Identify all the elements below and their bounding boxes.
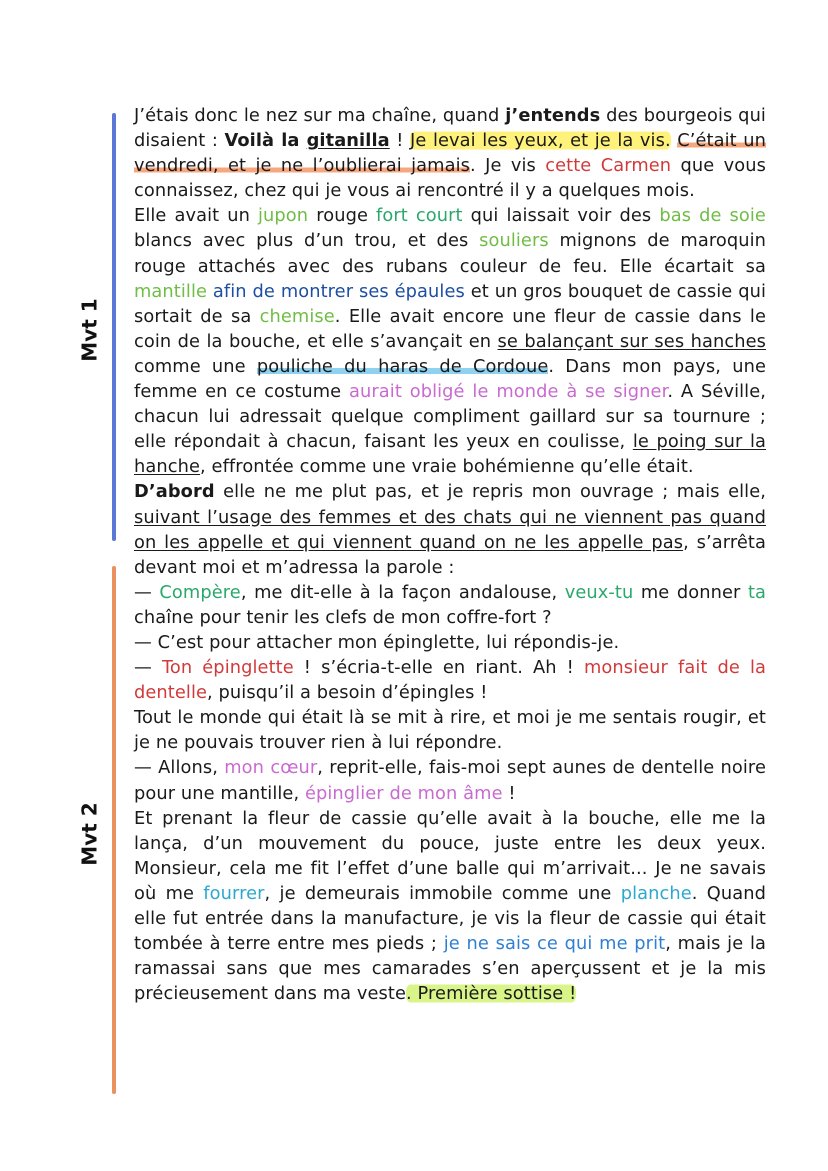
- text-span: , mais je la ramassai sans que mes camarades s’en aperçussent et je la mis précieusement dans ma veste: [134, 933, 766, 1005]
- green-span: ta: [747, 581, 767, 603]
- text-span: que vous connaissez, chez qui je vous ai rencontré il y a quelques mois.: [134, 155, 767, 202]
- text-span: et un gros bouquet de cassie qui sortait de sa: [134, 280, 766, 327]
- bold-span: Voilà la: [224, 130, 307, 152]
- navy-span: afin de montrer ses épaules: [212, 280, 465, 302]
- bold-span: j’entends: [505, 105, 601, 126]
- text-span: J’étais donc le nez sur ma chaîne, quand: [134, 105, 506, 126]
- mvt2-label: Mvt 2: [77, 802, 102, 866]
- underlined-span: se balançant sur ses hanches: [497, 330, 766, 352]
- red-span: monsieur fait de la dentelle: [134, 657, 767, 704]
- text-span: Elle avait un: [134, 205, 259, 227]
- text-span: , puisqu’il a besoin d’épingles !: [207, 682, 488, 704]
- paragraph-6: [134, 655, 766, 705]
- paragraph-3: [134, 479, 766, 579]
- pink-span: épinglier de mon âme: [304, 782, 503, 804]
- text-span: Tout le monde qui était là se mit à rire, et moi je me sentais rougir, et je ne pouvais trouver rien à lui répondre.: [134, 707, 766, 754]
- text-span: des bourgeois qui disaient :: [134, 105, 766, 152]
- text-span: !: [502, 782, 516, 804]
- text-span: , reprit-elle, fais-moi sept aunes de dentelle noire pour une mantille,: [134, 757, 766, 804]
- text-span: . Quand elle fut entrée dans la manufacture, je vis la fleur de cassie qui était tombée à terre entre mes pieds ;: [134, 882, 766, 955]
- text-span: —: [134, 581, 160, 603]
- blue-highlight: pouliche du haras de Cordoue: [256, 355, 549, 377]
- text-span: elle ne me plut pas, et je repris mon ouvrage ; mais elle,: [214, 481, 766, 503]
- paragraph-8: [134, 755, 766, 805]
- text-span: comme une: [134, 355, 257, 377]
- paragraph-5: [134, 630, 766, 655]
- red-span: Ton épinglette: [161, 657, 294, 679]
- text-span: . A Séville, chacun lui adressait quelque compliment gaillard sur sa tournure ; elle répondait à chacun, faisant les yeux en coulisse,: [134, 381, 766, 453]
- underlined-span: suivant l’usage des femmes et des chats qui ne viennent pas quand on les appelle et qui viennent quand on ne les appelle pas: [134, 506, 766, 553]
- salmon-highlight: C’était un vendredi, et je ne l’oublierai jamais: [134, 130, 766, 177]
- cyan-span: planche: [620, 882, 692, 904]
- bold-span: D’abord: [134, 481, 215, 503]
- mvt1-bar: [112, 113, 116, 541]
- mvt2-bar: [112, 566, 116, 1094]
- green-span: chemise: [259, 305, 335, 327]
- paragraph-4: [134, 580, 766, 630]
- text-span: chaîne pour tenir les clefs de mon coffre-fort ?: [134, 606, 552, 628]
- gitanilla-span: gitanilla: [306, 130, 390, 152]
- text-span: , s’arrêta devant moi et m’adressa la parole :: [134, 531, 766, 578]
- text-span: , effrontée comme une vraie bohémienne qu’elle était.: [200, 456, 694, 478]
- paragraph-7: [134, 705, 766, 755]
- text-span: . Je vis: [470, 155, 546, 177]
- text-span: rouge: [308, 205, 377, 227]
- text-span: qui laissait voir des: [462, 205, 660, 227]
- text-span: ! s’écria-t-elle en riant. Ah !: [293, 657, 584, 679]
- cyan-span: fourrer: [203, 882, 265, 904]
- text-span: —: [134, 657, 162, 679]
- text-span: , me dit-elle à la façon andalouse,: [240, 581, 565, 603]
- blue-span: je ne sais ce qui me prit: [443, 933, 666, 955]
- green-span: jupon: [258, 205, 309, 227]
- text-span: mignons de maroquin rouge attachés avec des rubans couleur de feu. Elle écartait sa: [134, 230, 766, 277]
- green-span: veux-tu: [564, 581, 634, 603]
- paragraph-9: [134, 806, 766, 1007]
- carmen-span: cette Carmen: [545, 155, 672, 177]
- paragraph-1: [134, 103, 766, 203]
- text-span: blancs avec plus d’un trou, et des: [134, 230, 480, 252]
- text-span: . Dans mon pays, une femme en ce costume: [134, 355, 766, 403]
- text-span: !: [389, 130, 411, 152]
- text-span: me donner: [633, 581, 748, 603]
- document-text: [134, 103, 766, 1006]
- green-span: souliers: [479, 230, 549, 252]
- pink-span: mon cœur: [224, 757, 318, 779]
- pink-span: aurait obligé le monde à se signer: [349, 381, 668, 403]
- paragraph-2: [134, 203, 766, 479]
- green-highlight: . Première sottise !: [406, 983, 577, 1005]
- text-span: , je demeurais immobile comme une: [264, 882, 621, 904]
- text-span: . Elle avait encore une fleur de cassie dans le coin de la bouche, et elle s’avançait en: [134, 305, 766, 352]
- text-span: — C’est pour attacher mon épinglette, lui répondis-je.: [134, 631, 620, 653]
- green-span: mantille: [134, 280, 208, 302]
- yellow-highlight: Je levai les yeux, et je la vis.: [410, 130, 671, 152]
- text-span: — Allons,: [134, 757, 225, 779]
- green-span: Compère: [159, 581, 241, 603]
- green-span: bas de soie: [659, 205, 766, 227]
- underlined-span: le poing sur la hanche: [134, 431, 766, 478]
- green-span: fort court: [376, 205, 463, 227]
- mvt1-label: Mvt 1: [77, 298, 102, 362]
- text-span: Et prenant la fleur de cassie qu’elle avait à la bouche, elle me la lança, d’un mouvement du pouce, juste entre les deux yeux. Monsieur, cela me fit l’effet d’une balle qui m’arrivait... Je ne savais où me: [134, 807, 766, 904]
